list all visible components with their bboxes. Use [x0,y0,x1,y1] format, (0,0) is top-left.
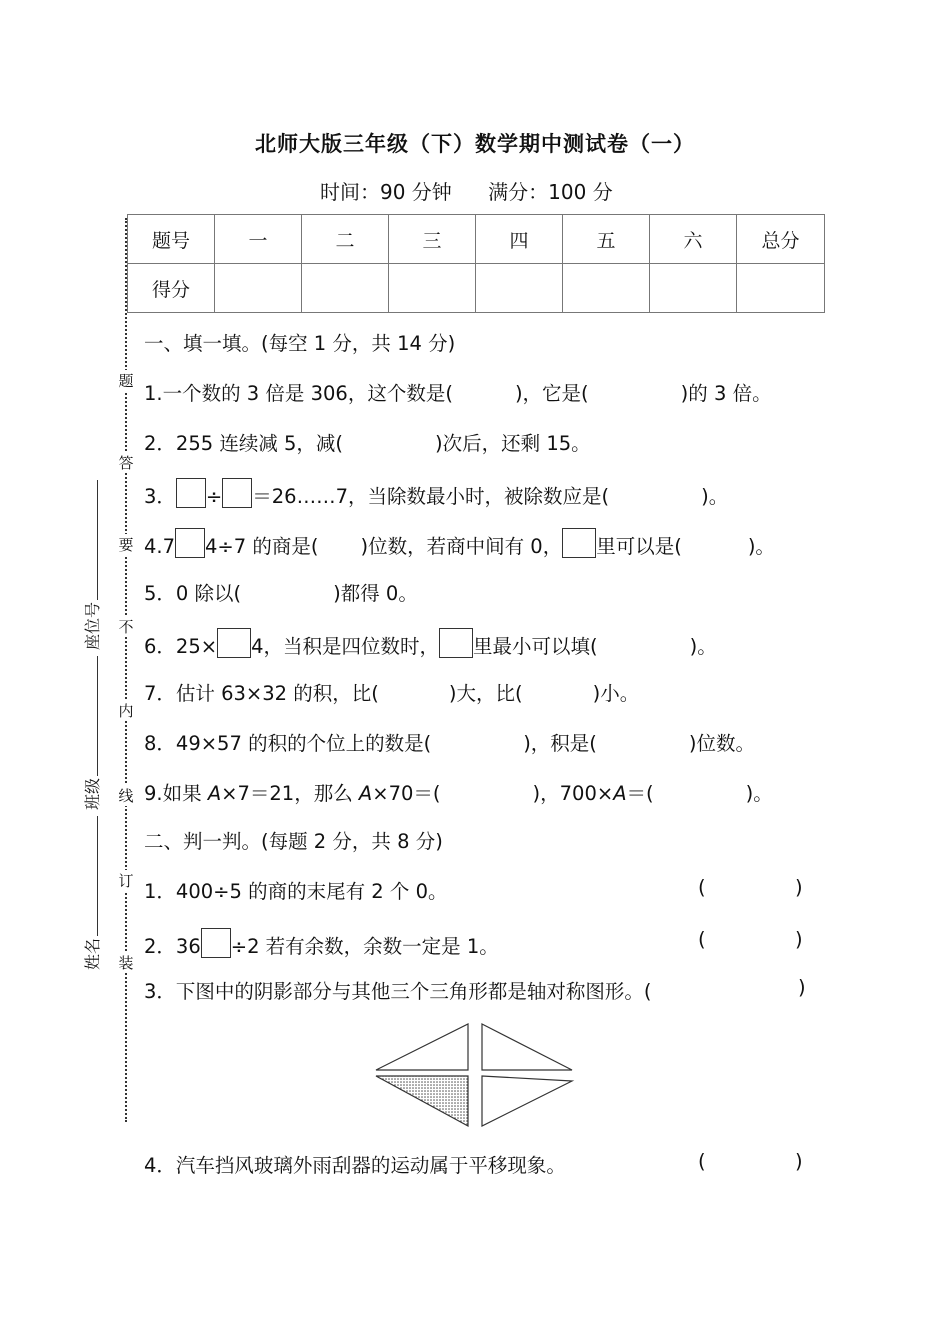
q-text: 5．0 除以( [144,582,242,605]
question-1-1 [144,378,772,406]
class-label: 班级 [83,777,102,810]
judge-answer-close: ) [795,928,803,951]
q-text: )。 [745,782,773,805]
answer-box[interactable] [175,528,205,558]
answer-box[interactable] [439,628,473,658]
question-1-6 [144,628,717,659]
seat-number-field[interactable] [80,480,103,650]
class-field[interactable] [80,656,103,810]
table-cell: 一 [215,215,302,264]
q-text: 4÷7 的商是( [205,535,319,558]
triangle-lower-right [482,1076,572,1126]
question-1-3 [144,478,728,509]
q-text: )，它是( [514,382,589,405]
triangle-shaded [376,1076,468,1126]
table-cell: 六 [650,215,737,264]
q-text: ×7＝21，那么 [221,782,359,805]
q-text: 8．49×57 的积的个位上的数是( [144,732,432,755]
seat-number-label: 座位号 [83,601,102,650]
var-a: A [358,782,373,805]
q-text: )，700× [532,782,614,805]
binding-dotted-line [125,218,127,1122]
score-input-cell[interactable] [476,264,563,313]
exam-info [320,176,643,205]
seat-number-underline [97,480,98,600]
judge-question-3: 3．下图中的阴影部分与其他三个三角形都是轴对称图形。( [144,980,652,1003]
class-underline [97,656,98,776]
name-underline [97,816,98,936]
q-text: )位数。 [688,732,756,755]
q-text: )小。 [592,682,640,705]
table-cell: 题号 [128,215,215,264]
answer-box[interactable] [562,528,596,558]
triangle-upper-left [376,1024,468,1070]
judge-answer-close: ) [798,976,806,999]
score-input-cell[interactable] [737,264,825,313]
q-text: 3． [144,485,176,508]
section2-heading: 二、判一判。(每题 2 分，共 8 分) [144,830,443,853]
answer-box[interactable] [222,478,252,508]
triangle-upper-right [482,1024,572,1070]
q-text: ÷2 若有余数，余数一定是 1。 [230,935,499,958]
q-text: 里可以是( [596,535,682,558]
binding-word: 内 [116,700,136,721]
binding-word: 答 [116,452,136,473]
var-a: A [207,782,222,805]
score-table-score-row [128,264,825,313]
exam-time: 时间：90 分钟 [320,180,452,204]
table-cell: 总分 [737,215,825,264]
q-text: )次后，还剩 15。 [435,432,591,455]
section1-heading: 一、填一填。(每空 1 分，共 14 分) [144,332,456,355]
page-title: 北师大版三年级（下）数学期中测试卷（一） [255,132,695,156]
q-text: 7．估计 63×32 的积，比( [144,682,379,705]
q-text: ＝( [626,782,654,805]
answer-box[interactable] [217,628,251,658]
score-input-cell[interactable] [389,264,476,313]
q-text: ×70＝( [372,782,441,805]
question-1-2 [144,428,591,456]
question-1-9 [144,778,773,806]
judge-question-4: 4．汽车挡风玻璃外雨刮器的运动属于平移现象。 [144,1154,566,1177]
q-text: )。 [701,485,729,508]
exam-full-score: 满分：100 分 [488,180,613,204]
q-text: )。 [689,635,717,658]
binding-word: 题 [116,370,136,391]
binding-word: 要 [116,534,136,555]
table-cell: 二 [302,215,389,264]
q-text: )的 3 倍。 [680,382,772,405]
binding-word: 线 [116,785,136,806]
judge-answer-close: ) [795,876,803,899]
judge-answer-open[interactable]: ( [698,876,706,899]
judge-answer-open[interactable]: ( [698,928,706,951]
q-text: 4，当积是四位数时， [251,635,439,658]
answer-box[interactable] [201,928,231,958]
score-input-cell[interactable] [563,264,650,313]
q-text: 4.7 [144,535,176,558]
answer-box[interactable] [176,478,206,508]
q-text: )都得 0。 [333,582,418,605]
q-text: ÷ [205,485,223,508]
question-1-5 [144,578,418,606]
q-text: )大，比( [448,682,523,705]
q-text: 里最小可以填( [472,635,598,658]
q-text: 9.如果 [144,782,208,805]
question-1-8 [144,728,755,756]
score-input-cell[interactable] [215,264,302,313]
q-text: 2．36 [144,935,201,958]
table-cell: 得分 [128,264,215,313]
judge-answer-close: ) [795,1150,803,1173]
triangles-figure [370,1018,580,1130]
score-table [127,214,825,313]
q-text: )，积是( [523,732,597,755]
q-text: 1.一个数的 3 倍是 306，这个数是( [144,382,453,405]
score-input-cell[interactable] [650,264,737,313]
q-text: 6．25× [144,635,218,658]
q-text: )位数，若商中间有 0， [360,535,563,558]
q-text: )。 [747,535,775,558]
question-1-4 [144,528,775,559]
score-input-cell[interactable] [302,264,389,313]
score-table-header-row [128,215,825,264]
binding-word: 不 [116,616,136,637]
table-cell: 三 [389,215,476,264]
judge-question-2 [144,928,499,959]
judge-answer-open[interactable]: ( [698,1150,706,1173]
table-cell: 四 [476,215,563,264]
binding-word: 订 [116,870,136,891]
binding-word: 装 [116,952,136,973]
q-text: 2．255 连续减 5，减( [144,432,344,455]
table-cell: 五 [563,215,650,264]
var-a: A [613,782,627,805]
q-text: ＝26……7，当除数最小时，被除数应是( [252,485,610,508]
name-label: 姓名 [83,937,102,970]
name-field[interactable] [80,816,103,970]
question-1-7 [144,678,639,706]
judge-question-1: 1．400÷5 的商的末尾有 2 个 0。 [144,880,448,903]
